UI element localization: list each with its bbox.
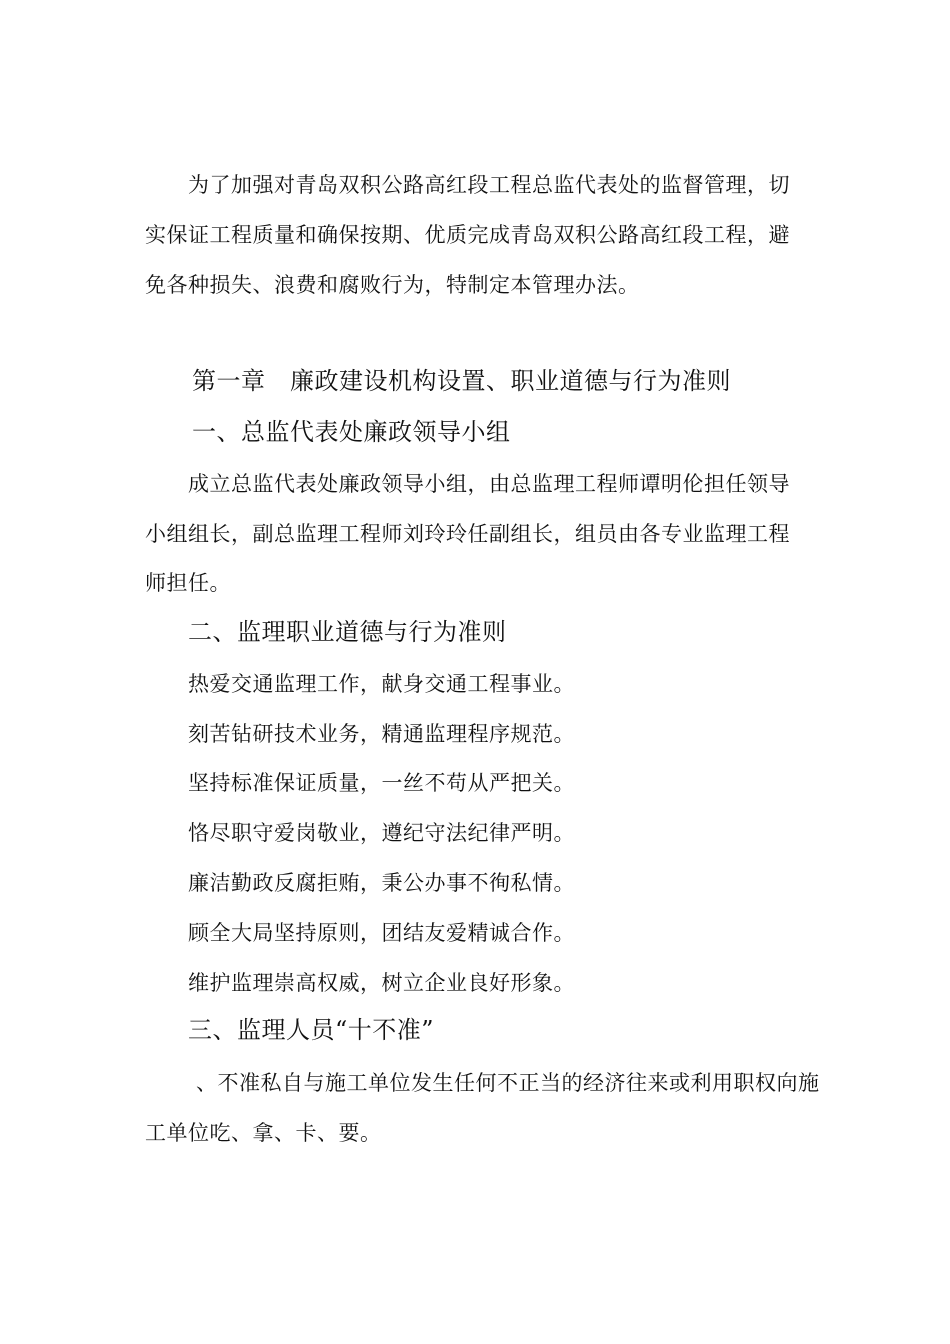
intro-line-2: 实保证工程质量和确保按期、优质完成青岛双积公路高红段工程，避 [145,223,790,247]
section-1-title: 一、总监代表处廉政领导小组 [192,418,511,446]
section-1-line-2: 小组组长，副总监理工程师刘玲玲任副组长，组员由各专业监理工程 [145,522,790,546]
principle-item-7: 维护监理崇高权威，树立企业良好形象。 [188,971,575,995]
principle-item-6: 顾全大局坚持原则，团结友爱精诚合作。 [188,921,575,945]
intro-line-3: 免各种损失、浪费和腐败行为，特制定本管理办法。 [145,273,640,297]
section-3-line-2: 工单位吃、拿、卡、要。 [145,1121,382,1145]
section-1-line-1: 成立总监代表处廉政领导小组，由总监理工程师谭明伦担任领导 [188,472,790,496]
principle-item-1: 热爱交通监理工作，献身交通工程事业。 [188,672,575,696]
section-2-title: 二、监理职业道德与行为准则 [188,618,507,646]
section-3-title: 三、监理人员“十不准” [188,1016,435,1044]
principle-item-4: 恪尽职守爱岗敬业，遵纪守法纪律严明。 [188,821,575,845]
principle-item-3: 坚持标准保证质量，一丝不苟从严把关。 [188,771,575,795]
section-1-line-3: 师担任。 [145,571,231,595]
principle-item-2: 刻苦钻研技术业务，精通监理程序规范。 [188,722,575,746]
principle-item-5: 廉洁勤政反腐拒贿，秉公办事不徇私情。 [188,871,575,895]
intro-line-1: 为了加强对青岛双积公路高红段工程总监代表处的监督管理，切 [188,173,790,197]
chapter-title: 第一章 廉政建设机构设置、职业道德与行为准则 [192,367,731,395]
section-3-line-1: 、不准私自与施工单位发生任何不正当的经济往来或利用职权向施 [196,1071,820,1095]
